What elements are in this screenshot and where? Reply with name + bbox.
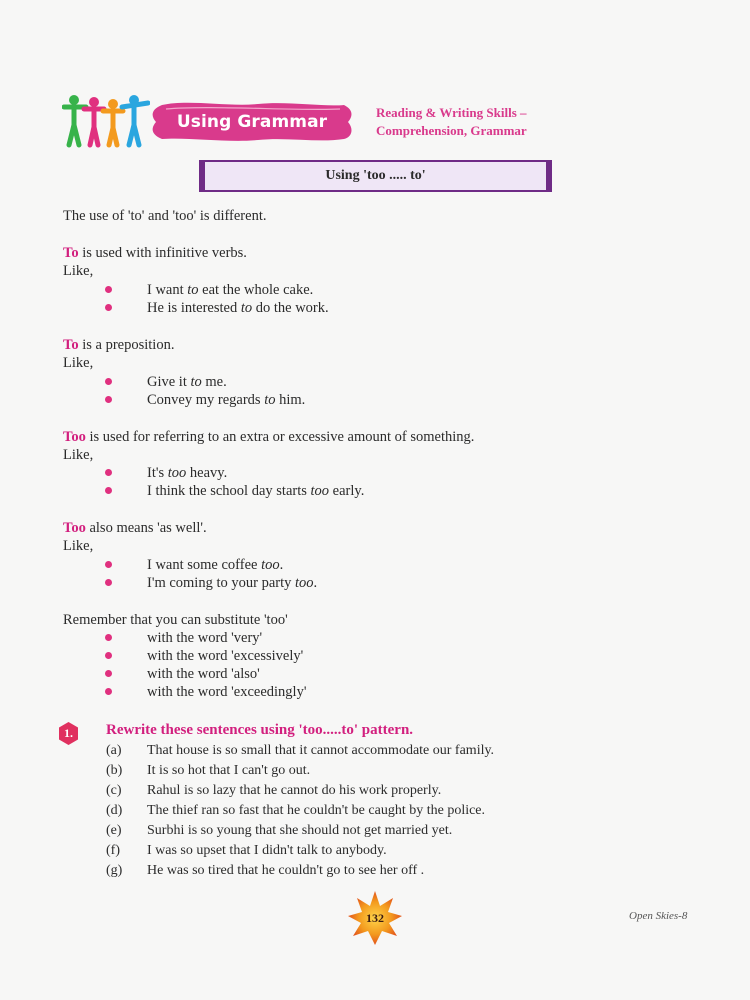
bullet-icon [105,688,112,695]
bullet-icon [105,634,112,641]
remember-item: with the word 'very' [147,630,263,646]
book-title: Open Skies-8 [629,910,688,922]
section-rest: also means 'as well'. [85,520,207,536]
question-label: (d) [106,803,123,818]
page-number: 132 [366,910,384,925]
bullet-icon [105,670,112,677]
example-item: I want to eat the whole cake. [147,282,314,298]
question-label: (f) [106,843,120,858]
section-banner-label: Using Grammar [176,112,328,132]
question-text: It is so hot that I can't go out. [147,763,311,778]
bullet-icon [105,469,112,476]
question-label: (g) [106,863,123,878]
bullet-icon [105,487,112,494]
section-2-heading [63,336,174,354]
intro-text: The use of 'to' and 'too' is different. [63,208,267,224]
like-label: Like, [63,538,94,554]
exercise-number: 1. [64,726,73,740]
remember-item: with the word 'excessively' [147,648,304,664]
example-item: I want some coffee too. [147,557,284,573]
bullet-icon [105,304,112,311]
bullet-icon [105,579,112,586]
like-label: Like, [63,355,94,371]
remember-heading: Remember that you can substitute 'too' [63,612,288,628]
question-label: (c) [106,783,122,798]
example-item: Convey my regards to him. [147,392,306,408]
question-label: (a) [106,743,122,758]
question-text: The thief ran so fast that he couldn't be caught by the police. [147,803,486,818]
section-4-heading [63,519,207,537]
remember-item: with the word 'also' [147,666,260,682]
bullet-icon [105,396,112,403]
keyword: To [63,337,79,353]
question-label: (e) [106,823,122,838]
topic-title: Using 'too ..... to' [199,160,552,192]
skills-line-1: Reading & Writing Skills – [376,105,527,120]
bullet-icon [105,286,112,293]
example-item: I think the school day starts too early. [147,483,365,499]
like-label: Like, [63,447,94,463]
section-3-heading [63,428,474,446]
exercise-title: Rewrite these sentences using 'too.....to' pattern. [106,722,414,738]
example-item: Give it to me. [147,374,227,390]
bullet-icon [105,652,112,659]
example-item: He is interested to do the work. [147,300,329,316]
keyword: Too [63,429,86,445]
section-rest: is used with infinitive verbs. [78,245,247,261]
section-1-heading [63,244,247,262]
question-text: Rahul is so lazy that he cannot do his work properly. [147,783,442,798]
question-label: (b) [106,763,123,778]
like-label: Like, [63,263,94,279]
bullet-icon [105,561,112,568]
skills-heading [376,104,636,140]
example-item: I'm coming to your party too. [147,575,318,591]
keyword: To [63,245,79,261]
remember-item: with the word 'exceedingly' [147,684,307,700]
kids-logo-icon [62,93,150,149]
question-text: He was so tired that he couldn't go to see her off . [147,863,425,878]
question-text: I was so upset that I didn't talk to anybody. [147,843,387,858]
keyword: Too [63,520,86,536]
skills-line-2: Comprehension, Grammar [376,123,527,138]
bullet-icon [105,378,112,385]
section-rest: is used for referring to an extra or excessive amount of something. [85,429,475,445]
example-item: It's too heavy. [147,465,228,481]
question-text: Surbhi is so young that she should not get married yet. [147,823,453,838]
question-text: That house is so small that it cannot accommodate our family. [147,743,495,758]
section-rest: is a preposition. [78,337,175,353]
